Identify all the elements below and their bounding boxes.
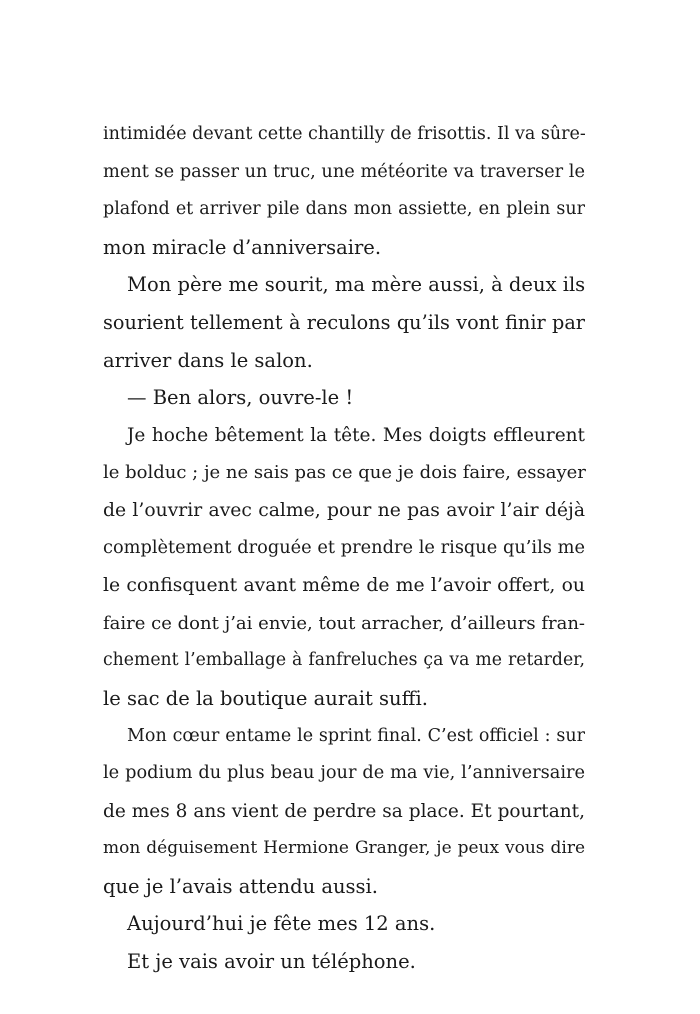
text-line: mon déguisement Hermione Granger, je peux vous dire	[103, 838, 585, 859]
text-line: faire ce dont j’ai envie, tout arracher, d’ailleurs fran-	[103, 612, 585, 634]
text-line: Je hoche bêtement la tête. Mes doigts effleurent	[127, 424, 585, 446]
text-line: de mes 8 ans vient de perdre sa place. Et pourtant,	[103, 800, 585, 822]
text-line: le podium du plus beau jour de ma vie, l’anniversaire	[103, 763, 585, 784]
text-line: — Ben alors, ouvre-le !	[127, 386, 354, 410]
text-line: Mon cœur entame le sprint final. C’est officiel : sur	[127, 725, 585, 746]
text-line: de l’ouvrir avec calme, pour ne pas avoir l’air déjà	[103, 499, 585, 521]
text-line: plafond et arriver pile dans mon assiette, en plein sur	[103, 199, 585, 220]
text-line: Aujourd’hui je fête mes 12 ans.	[127, 912, 436, 936]
text-line: Et je vais avoir un téléphone.	[127, 950, 416, 974]
text-line: chement l’emballage à fanfreluches ça va me retarder,	[103, 650, 585, 671]
text-line: sourient tellement à reculons qu’ils vont finir par	[103, 310, 585, 334]
text-line: le bolduc ; je ne sais pas ce que je dois faire, essayer	[103, 462, 586, 484]
text-line: mon miracle d’anniversaire.	[103, 235, 382, 259]
text-line: ment se passer un truc, une météorite va traverser le	[103, 161, 585, 182]
text-line: le confisquent avant même de me l’avoir offert, ou	[103, 575, 585, 597]
body-text	[103, 116, 585, 981]
text-line: complètement droguée et prendre le risque qu’ils me	[103, 537, 585, 558]
text-line: arriver dans le salon.	[103, 348, 313, 372]
text-line: le sac de la boutique aurait suffi.	[103, 686, 428, 710]
text-line: que je l’avais attendu aussi.	[103, 874, 378, 898]
text-line: intimidée devant cette chantilly de frisottis. Il va sûre-	[103, 124, 586, 144]
text-line: Mon père me sourit, ma mère aussi, à deux ils	[127, 273, 586, 297]
